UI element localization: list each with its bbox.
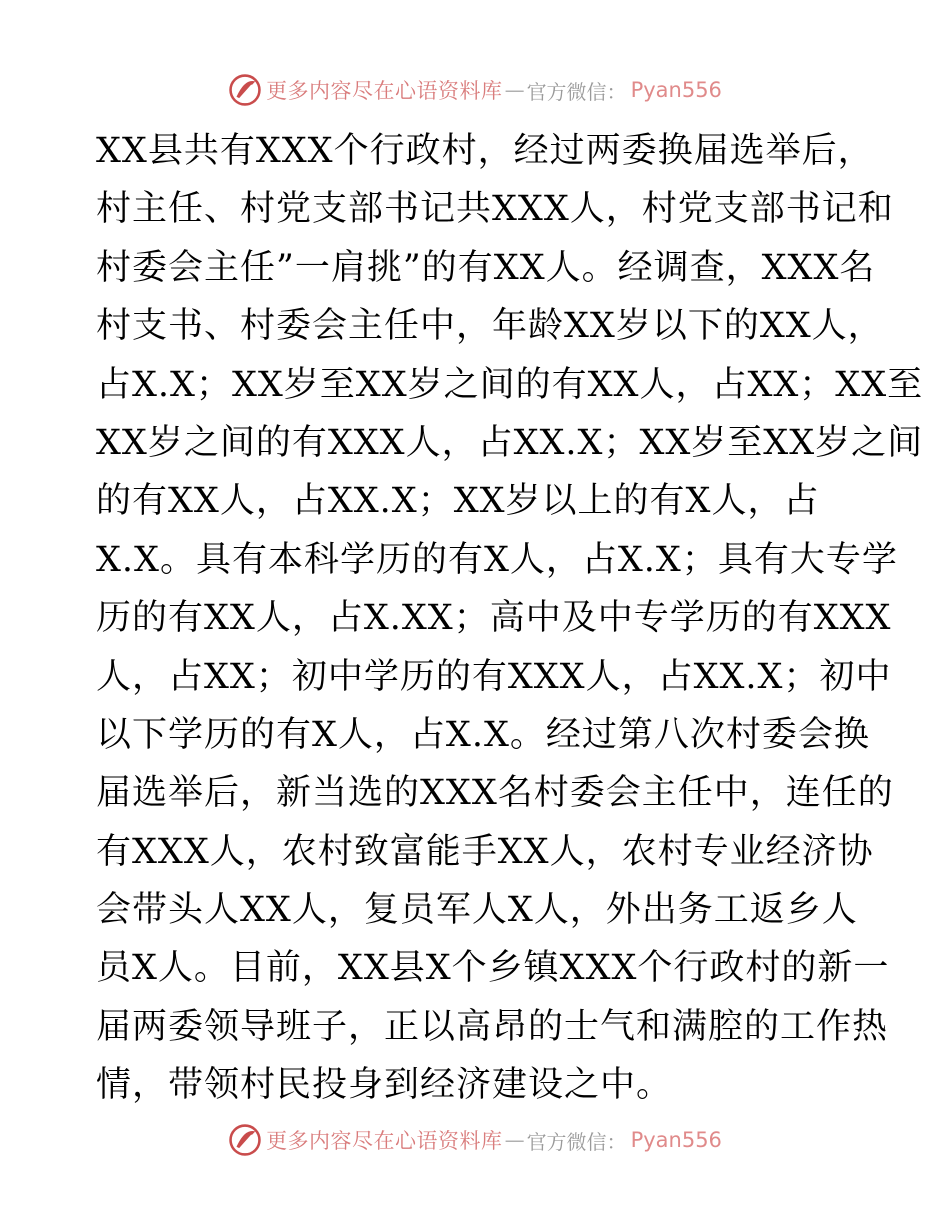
body-line: 以下学历的有X人，占X.X。经过第八次村委会换	[96, 714, 870, 755]
brand-logo-icon	[228, 73, 262, 107]
watermark-label: 官方微信：	[526, 1129, 627, 1154]
body-line: 村支书、村委会主任中，年龄XX岁以下的XX人，	[96, 306, 884, 347]
document-body	[96, 122, 924, 1115]
header-watermark	[0, 70, 950, 110]
body-line: 届选举后，新当选的XXX名村委会主任中，连任的	[96, 773, 894, 814]
watermark-label: 官方微信：	[526, 79, 627, 104]
body-line: XX岁之间的有XXX人，占XX.X；XX岁至XX岁之间	[96, 422, 924, 463]
watermark-wechat-id: Pyan556	[630, 1128, 722, 1152]
watermark-brand-text: 更多内容尽在心语资料库	[266, 79, 503, 103]
brand-logo-icon	[228, 1123, 262, 1157]
footer-watermark	[0, 1120, 950, 1160]
body-line: 占X.X；XX岁至XX岁之间的有XX人，占XX；XX至	[96, 364, 924, 405]
watermark-brand-text: 更多内容尽在心语资料库	[266, 1129, 503, 1153]
body-line: 有XXX人，农村致富能手XX人，农村专业经济协	[96, 831, 874, 872]
body-line: 的有XX人，占XX.X；XX岁以上的有X人，占	[96, 481, 820, 522]
watermark-separator: —	[504, 78, 525, 102]
body-line: 历的有XX人，占X.XX；高中及中专学历的有XXX	[96, 598, 892, 639]
body-line: 人，占XX；初中学历的有XXX人，占XX.X；初中	[96, 656, 892, 697]
body-line: 届两委领导班子，正以高昂的士气和满腔的工作热	[96, 1006, 889, 1047]
body-line: 员X人。目前，XX县X个乡镇XXX个行政村的新一	[96, 948, 890, 989]
body-line: 村主任、村党支部书记共XXX人，村党支部书记和	[96, 189, 894, 230]
body-line: 会带头人XX人，复员军人X人，外出务工返乡人	[96, 890, 858, 931]
watermark-separator: —	[504, 1128, 525, 1152]
body-line: 情，带领村民投身到经济建设之中。	[96, 1065, 673, 1106]
body-line: 村委会主任”一肩挑”的有XX人。经调查，XXX名	[96, 247, 876, 288]
body-line: X.X。具有本科学历的有X人，占X.X；具有大专学	[96, 539, 898, 580]
watermark-wechat-id: Pyan556	[630, 78, 722, 102]
body-line: XX县共有XXX个行政村，经过两委换届选举后，	[96, 131, 874, 171]
